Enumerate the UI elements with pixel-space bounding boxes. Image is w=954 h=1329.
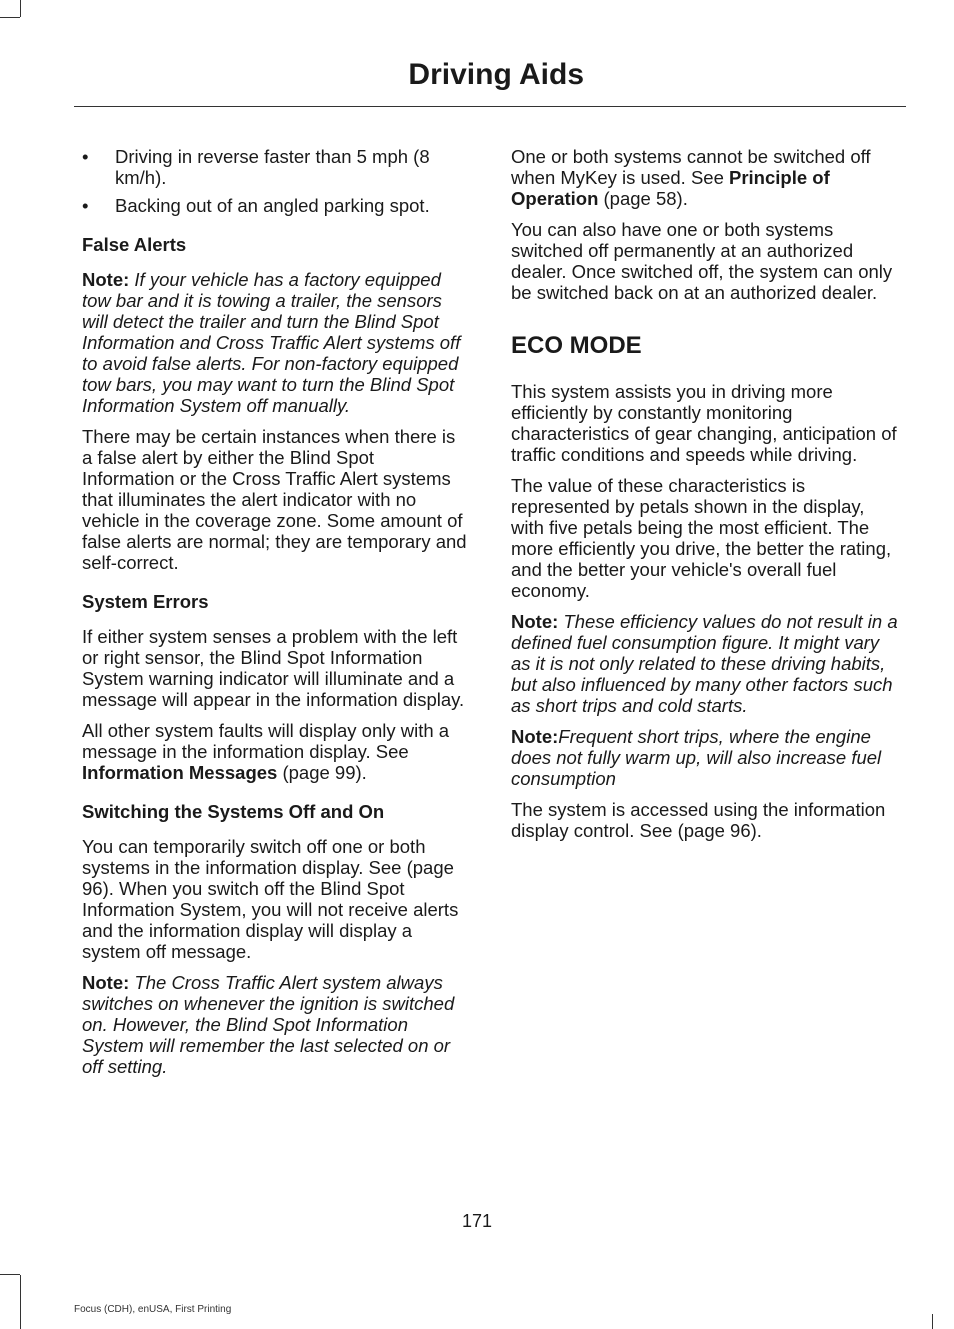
cross-reference-link[interactable]: Information Messages	[82, 762, 278, 783]
cross-reference-link[interactable]: Principle of Operation	[511, 167, 830, 209]
note: Note: The Cross Traffic Alert system always switches on whenever the ignition is switched on. However, the Blind Spot Information System will remember the last selected on or off setting.	[82, 972, 455, 1077]
section-heading-switching: Switching the Systems Off and On	[82, 801, 385, 822]
footer-text: Focus (CDH), enUSA, First Printing	[74, 1304, 232, 1315]
crop-mark	[932, 1314, 933, 1329]
note: Note:Frequent short trips, where the engine does not fully warm up, will also increase fuel consumption	[511, 726, 882, 789]
bullet-icon: •	[82, 146, 89, 167]
paragraph: The value of these characteristics is represented by petals shown in the display, with five petals being the most efficient. The more efficiently you drive, the better the rating, and the better your vehicle's overall fuel economy.	[511, 475, 892, 601]
section-heading-eco-mode: ECO MODE	[511, 332, 642, 359]
paragraph: There may be certain instances when there is a false alert by either the Blind Spot Information or the Cross Traffic Alert systems that illuminates the alert indicator with no vehicle in the coverage zone. Some amount of false alerts are normal; they are temporary and self-correct.	[82, 426, 467, 573]
note: Note: If your vehicle has a factory equipped tow bar and it is towing a trailer, the sensors will detect the trailer and turn the Blind Spot Information and Cross Traffic Alert systems off to avoid false alerts. For non-factory equipped tow bars, you may want to turn the Blind Spot Information System off manually.	[82, 269, 461, 416]
paragraph: The system is accessed using the information display control. See (page 96).	[511, 799, 886, 841]
paragraph: All other system faults will display only with a message in the information display. See Information Messages (page 99).	[82, 720, 450, 783]
page-number: 171	[461, 1211, 493, 1231]
section-heading-false-alerts: False Alerts	[82, 234, 187, 255]
crop-mark	[0, 17, 20, 18]
bullet-icon: •	[82, 195, 89, 216]
paragraph: You can also have one or both systems switched off permanently at an authorized dealer. Once switched off, the system can only be switched back on at an authorized dealer.	[511, 219, 893, 303]
paragraph: You can temporarily switch off one or both systems in the information display. See (page 96). When you switch off the Blind Spot Information System, you will not receive alerts and the information display will display a system off message.	[82, 836, 459, 962]
paragraph: One or both systems cannot be switched off when MyKey is used. See Principle of Operation (page 58).	[511, 146, 871, 209]
list-item: • Backing out of an angled parking spot.	[82, 195, 430, 216]
crop-mark	[0, 1274, 20, 1275]
paragraph: If either system senses a problem with the left or right sensor, the Blind Spot Information System warning indicator will illuminate and a message will appear in the information display.	[82, 626, 465, 710]
header-rule	[74, 106, 906, 107]
crop-mark	[20, 1275, 21, 1329]
note: Note: These efficiency values do not result in a defined fuel consumption figure. It might vary as it is not only related to these driving habits, but also influenced by many other factors such as short trips and cold starts.	[511, 611, 898, 716]
list-item: • Driving in reverse faster than 5 mph (8 km/h).	[82, 146, 430, 188]
section-heading-system-errors: System Errors	[82, 591, 209, 612]
page-title: Driving Aids	[408, 58, 584, 91]
left-column	[82, 146, 470, 1087]
bullet-list	[82, 146, 470, 216]
paragraph: This system assists you in driving more efficiently by constantly monitoring characteristics of gear changing, anticipation of traffic conditions and speeds while driving.	[511, 381, 897, 465]
right-column	[511, 146, 901, 851]
crop-mark	[20, 0, 21, 17]
